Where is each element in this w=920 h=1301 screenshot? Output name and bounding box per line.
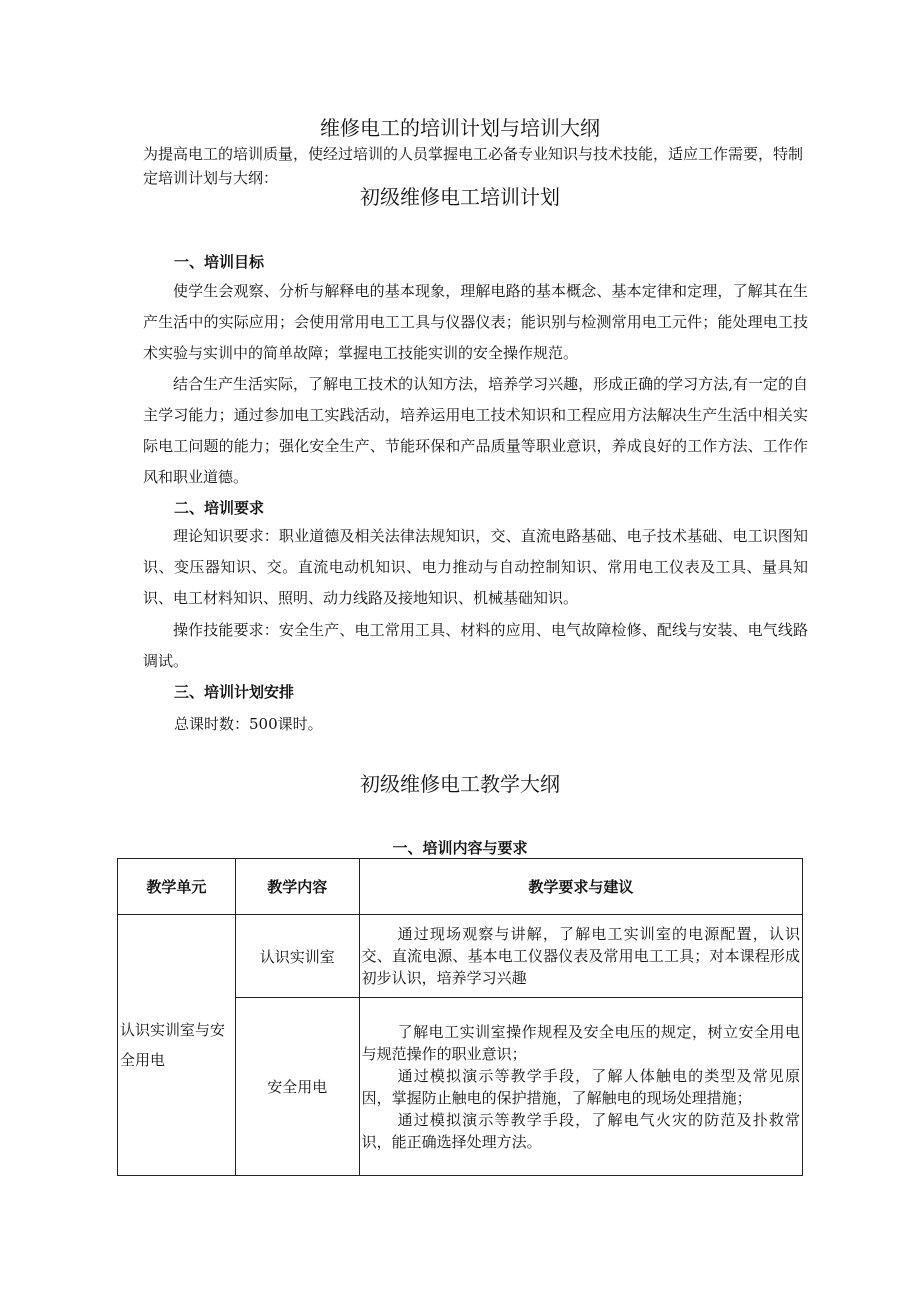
unit-cell: 认识实训室与安全用电	[118, 915, 236, 1176]
content-cell: 认识实训室	[235, 915, 359, 998]
total-hours: 总课时数：500课时。	[174, 715, 323, 733]
training-content-table	[117, 858, 803, 1176]
requirement-text: 了解电工实训室操作规程及安全电压的规定，树立安全用电与规范操作的职业意识；	[361, 1022, 800, 1063]
section2-heading: 二、培训要求	[174, 499, 265, 517]
section2-paragraph-1: 理论知识要求：职业道德及相关法律法规知识，交、直流电路基础、电子技术基础、电工识图知识、变压器知识、交。直流电动机知识、电力推动与自动控制知识、常用电工仪表及工具、量具知识、电工材料知识、照明、动力线路及接地知识、机械基础知识。	[143, 527, 808, 607]
section2-paragraph-2: 操作技能要求：安全生产、电工常用工具、材料的应用、电气故障检修、配线与安装、电气线路调试。	[143, 621, 808, 670]
requirement-text: 通过现场观察与讲解，了解电工实训室的电源配置，认识交、直流电源、基本电工仪器仪表及常用电工工具；对本课程形成初步认识，培养学习兴趣	[361, 925, 800, 987]
table-title: 一、培训内容与要求	[392, 839, 528, 857]
table-header-row	[118, 859, 803, 915]
requirements-cell	[359, 998, 802, 1176]
content-cell: 安全用电	[235, 998, 359, 1176]
section1-paragraph-1: 使学生会观察、分析与解释电的基本现象，理解电路的基本概念、基本定律和定理，了解其在生产生活中的实际应用；会使用常用电工工具与仪器仪表；能识别与检测常用电工元件；能处理电工技术实验与实训中的简单故障；掌握电工技能实训的安全操作规范。	[143, 282, 808, 362]
plan-title: 初级维修电工培训计划	[360, 185, 560, 209]
section1-paragraph-2: 结合生产生活实际，了解电工技术的认知方法，培养学习兴趣，形成正确的学习方法,有一定的自主学习能力；通过参加电工实践活动，培养运用电工技术知识和工程应用方法解决生产生活中相关实际电工问题的能力；强化安全生产、节能环保和产品质量等职业意识，养成良好的工作方法、工作作风和职业道德。	[143, 375, 808, 486]
requirement-text: 通过模拟演示等教学手段，了解电气火灾的防范及扑救常识，能正确选择处理方法。	[361, 1110, 800, 1151]
intro-paragraph: 为提高电工的培训质量，使经过培训的人员掌握电工必备专业知识与技术技能，适应工作需要，特制定培训计划与大纲：	[143, 145, 804, 187]
header-unit: 教学单元	[118, 859, 236, 915]
header-content: 教学内容	[235, 859, 359, 915]
header-requirements: 教学要求与建议	[359, 859, 802, 915]
requirement-text: 通过模拟演示等教学手段，了解人体触电的类型及常见原因，掌握防止触电的保护措施，了解触电的现场处理措施；	[361, 1066, 800, 1107]
section1-heading: 一、培训目标	[174, 253, 265, 271]
requirements-cell	[359, 915, 802, 998]
table-row	[118, 915, 803, 998]
outline-title: 初级维修电工教学大纲	[360, 772, 560, 796]
section3-heading: 三、培训计划安排	[174, 683, 295, 701]
main-title: 维修电工的培训计划与培训大纲	[320, 116, 600, 140]
